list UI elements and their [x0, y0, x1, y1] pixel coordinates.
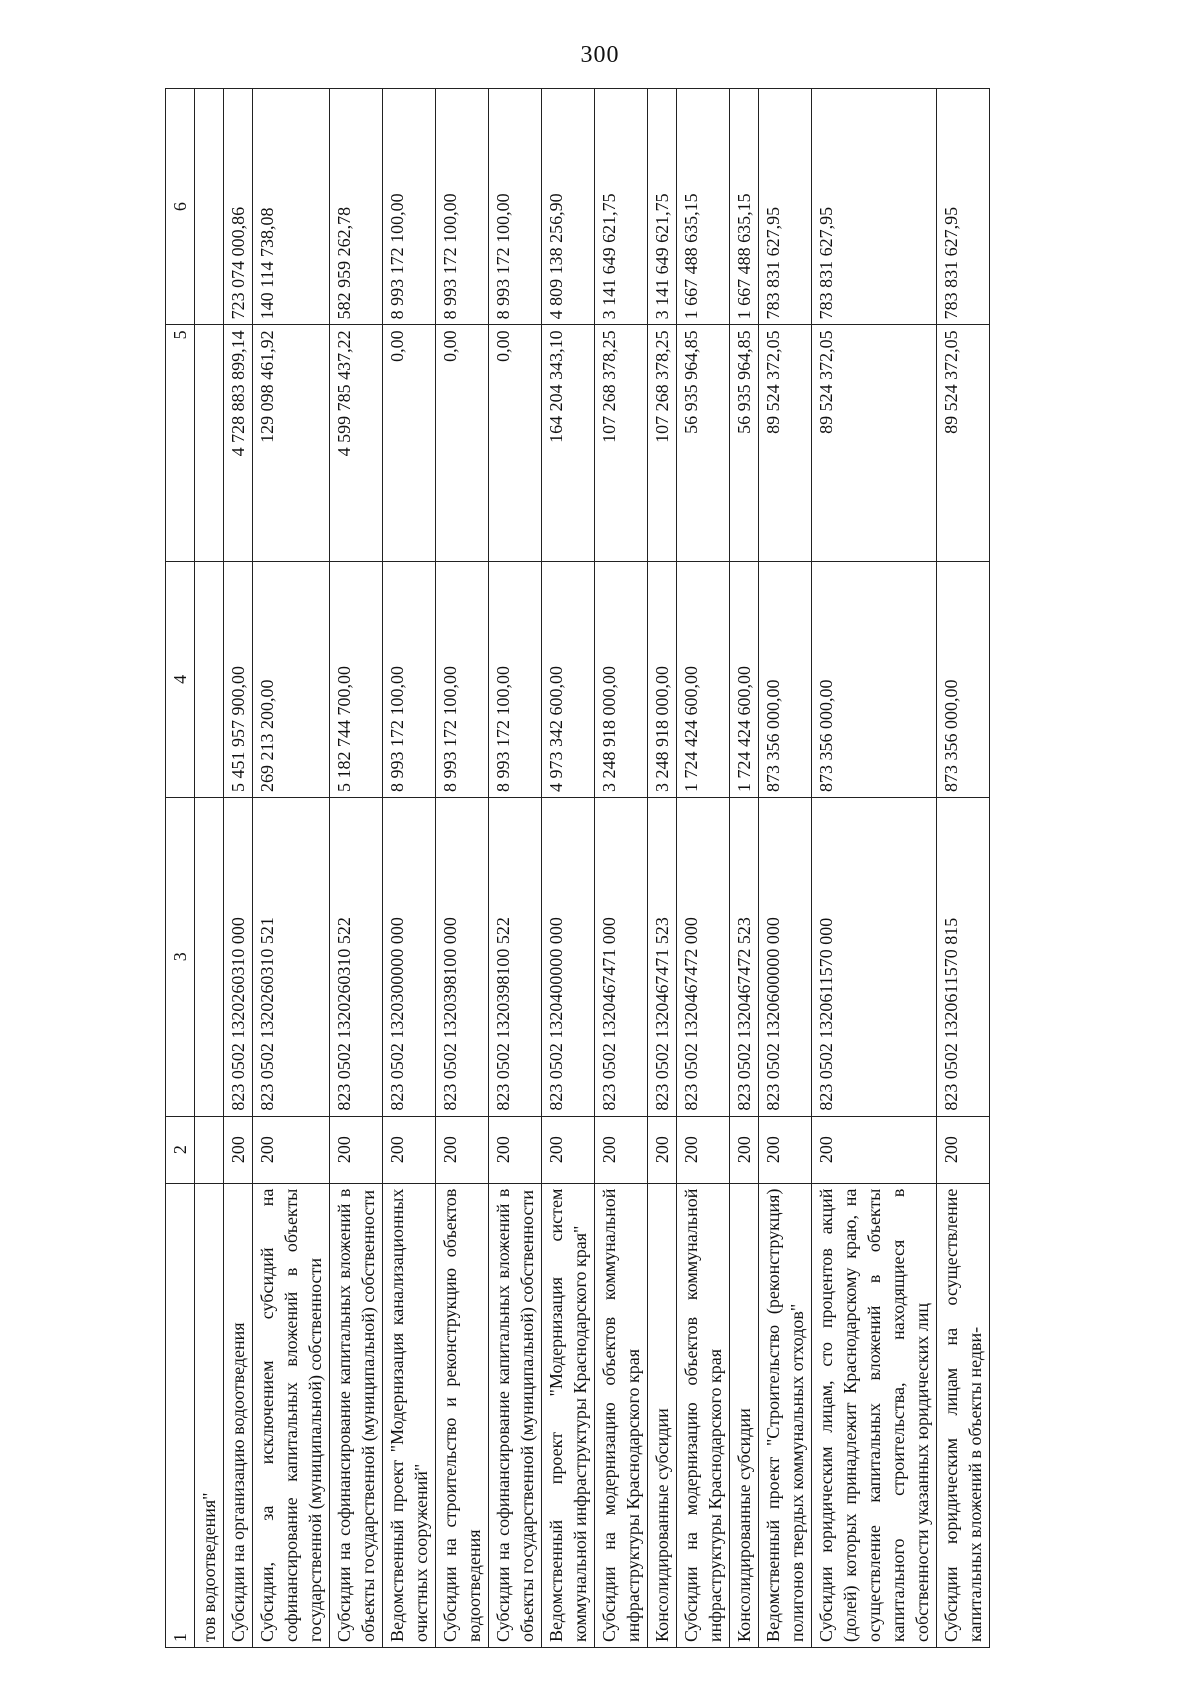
empty-cell	[195, 89, 224, 325]
table-row	[937, 89, 990, 1648]
row-amount-col6: 783 831 627,95	[937, 89, 990, 325]
row-amount-col6: 723 074 000,86	[224, 89, 253, 325]
row-amount-col6: 140 114 738,08	[253, 89, 330, 325]
row-kbk: 823 0502 1320260310 000	[224, 797, 253, 1116]
row-name: Субсидии, за исключением субсидий на софинансирование капитальных вложений в объекты государственной (муниципальной) собственности	[253, 1183, 330, 1647]
row-amount-col5: 129 098 461,92	[253, 325, 330, 561]
row-amount-col5: 164 204 343,10	[542, 325, 595, 561]
carry-over-row	[195, 89, 224, 1648]
table-row	[730, 89, 759, 1648]
row-code: 200	[253, 1116, 330, 1183]
row-amount-col4: 873 356 000,00	[812, 561, 937, 797]
row-kbk: 823 0502 1320398100 000	[436, 797, 489, 1116]
row-code: 200	[489, 1116, 542, 1183]
row-code: 200	[937, 1116, 990, 1183]
row-amount-col4: 8 993 172 100,00	[383, 561, 436, 797]
empty-cell	[195, 561, 224, 797]
row-amount-col5: 0,00	[489, 325, 542, 561]
row-amount-col6: 8 993 172 100,00	[489, 89, 542, 325]
row-code: 200	[330, 1116, 383, 1183]
row-name: Консолидированные субсидии	[648, 1183, 677, 1647]
row-amount-col6: 3 141 649 621,75	[595, 89, 648, 325]
row-code: 200	[648, 1116, 677, 1183]
row-amount-col5: 56 935 964,85	[730, 325, 759, 561]
row-code: 200	[436, 1116, 489, 1183]
row-amount-col4: 269 213 200,00	[253, 561, 330, 797]
row-amount-col5: 89 524 372,05	[937, 325, 990, 561]
row-amount-col6: 582 959 262,78	[330, 89, 383, 325]
table-row	[224, 89, 253, 1648]
row-amount-col5: 4 599 785 437,22	[330, 325, 383, 561]
header-col-1: 1	[166, 1183, 195, 1647]
row-code: 200	[812, 1116, 937, 1183]
table-row	[677, 89, 730, 1648]
header-col-6: 6	[166, 89, 195, 325]
budget-table	[165, 88, 990, 1648]
table-row	[648, 89, 677, 1648]
row-amount-col6: 8 993 172 100,00	[383, 89, 436, 325]
table-row	[542, 89, 595, 1648]
table-row	[812, 89, 937, 1648]
empty-cell	[195, 1116, 224, 1183]
row-kbk: 823 0502 1320611570 000	[812, 797, 937, 1116]
row-amount-col4: 3 248 918 000,00	[595, 561, 648, 797]
budget-table-rotated	[165, 88, 1085, 1648]
row-code: 200	[224, 1116, 253, 1183]
row-kbk: 823 0502 1320260310 521	[253, 797, 330, 1116]
row-name: Субсидии на софинансирование капитальных вложений в объекты государственной (муниципальной) собственности	[489, 1183, 542, 1647]
row-name: Субсидии на модернизацию объектов коммунальной инфраструктуры Краснодарского края	[595, 1183, 648, 1647]
row-amount-col5: 56 935 964,85	[677, 325, 730, 561]
row-amount-col6: 3 141 649 621,75	[648, 89, 677, 325]
row-amount-col4: 5 182 744 700,00	[330, 561, 383, 797]
row-kbk: 823 0502 1320400000 000	[542, 797, 595, 1116]
row-amount-col6: 1 667 488 635,15	[677, 89, 730, 325]
row-kbk: 823 0502 1320300000 000	[383, 797, 436, 1116]
row-amount-col4: 4 973 342 600,00	[542, 561, 595, 797]
page-number: 300	[580, 42, 620, 68]
header-col-5: 5	[166, 325, 195, 561]
row-name: Субсидии на организацию водоотведения	[224, 1183, 253, 1647]
row-amount-col5: 0,00	[383, 325, 436, 561]
row-kbk: 823 0502 1320611570 815	[937, 797, 990, 1116]
row-amount-col5: 107 268 378,25	[648, 325, 677, 561]
row-kbk: 823 0502 1320467471 523	[648, 797, 677, 1116]
header-col-3: 3	[166, 797, 195, 1116]
row-amount-col5: 89 524 372,05	[812, 325, 937, 561]
row-amount-col4: 3 248 918 000,00	[648, 561, 677, 797]
table-row	[489, 89, 542, 1648]
row-name: Ведомственный проект "Модернизация канализационных очистных сооружений"	[383, 1183, 436, 1647]
row-amount-col6: 1 667 488 635,15	[730, 89, 759, 325]
row-amount-col4: 1 724 424 600,00	[677, 561, 730, 797]
row-code: 200	[542, 1116, 595, 1183]
row-amount-col5: 107 268 378,25	[595, 325, 648, 561]
row-code: 200	[677, 1116, 730, 1183]
header-row	[166, 89, 195, 1648]
row-name: Субсидии на строительство и реконструкцию объектов водоотведения	[436, 1183, 489, 1647]
row-name: Субсидии на софинансирование капитальных вложений в объекты государственной (муниципальной) собственности	[330, 1183, 383, 1647]
row-amount-col5: 89 524 372,05	[759, 325, 812, 561]
row-amount-col4: 8 993 172 100,00	[436, 561, 489, 797]
table-row	[253, 89, 330, 1648]
row-amount-col6: 8 993 172 100,00	[436, 89, 489, 325]
row-amount-col6: 4 809 138 256,90	[542, 89, 595, 325]
empty-cell	[195, 325, 224, 561]
row-kbk: 823 0502 1320467471 000	[595, 797, 648, 1116]
row-amount-col6: 783 831 627,95	[812, 89, 937, 325]
row-code: 200	[595, 1116, 648, 1183]
row-name: Субсидии юридическим лицам на осуществление капитальных вложений в объекты недви-	[937, 1183, 990, 1647]
table-row	[330, 89, 383, 1648]
table-row	[436, 89, 489, 1648]
row-kbk: 823 0502 1320467472 000	[677, 797, 730, 1116]
header-col-4: 4	[166, 561, 195, 797]
row-amount-col5: 4 728 883 899,14	[224, 325, 253, 561]
row-kbk: 823 0502 1320398100 522	[489, 797, 542, 1116]
table-row	[595, 89, 648, 1648]
row-name: Консолидированные субсидии	[730, 1183, 759, 1647]
row-amount-col4: 1 724 424 600,00	[730, 561, 759, 797]
table-row	[383, 89, 436, 1648]
row-name: Субсидии юридическим лицам, сто процентов акций (долей) которых принадлежит Краснодарскому краю, на осуществление капитальных вложений в объекты капитального строительства, находящиеся в собственности указанных юридических лиц	[812, 1183, 937, 1647]
row-kbk: 823 0502 1320600000 000	[759, 797, 812, 1116]
carry-over-text: тов водоотведения"	[195, 1183, 224, 1647]
empty-cell	[195, 797, 224, 1116]
row-amount-col4: 873 356 000,00	[759, 561, 812, 797]
row-name: Ведомственный проект "Строительство (реконструкция) полигонов твердых коммунальных отходов"	[759, 1183, 812, 1647]
row-kbk: 823 0502 1320260310 522	[330, 797, 383, 1116]
row-amount-col5: 0,00	[436, 325, 489, 561]
row-code: 200	[730, 1116, 759, 1183]
table-row	[759, 89, 812, 1648]
row-kbk: 823 0502 1320467472 523	[730, 797, 759, 1116]
row-name: Субсидии на модернизацию объектов коммунальной инфраструктуры Краснодарского края	[677, 1183, 730, 1647]
row-code: 200	[759, 1116, 812, 1183]
header-col-2: 2	[166, 1116, 195, 1183]
row-amount-col6: 783 831 627,95	[759, 89, 812, 325]
row-code: 200	[383, 1116, 436, 1183]
row-amount-col4: 5 451 957 900,00	[224, 561, 253, 797]
row-amount-col4: 8 993 172 100,00	[489, 561, 542, 797]
row-amount-col4: 873 356 000,00	[937, 561, 990, 797]
row-name: Ведомственный проект "Модернизация систем коммунальной инфраструктуры Краснодарского края"	[542, 1183, 595, 1647]
